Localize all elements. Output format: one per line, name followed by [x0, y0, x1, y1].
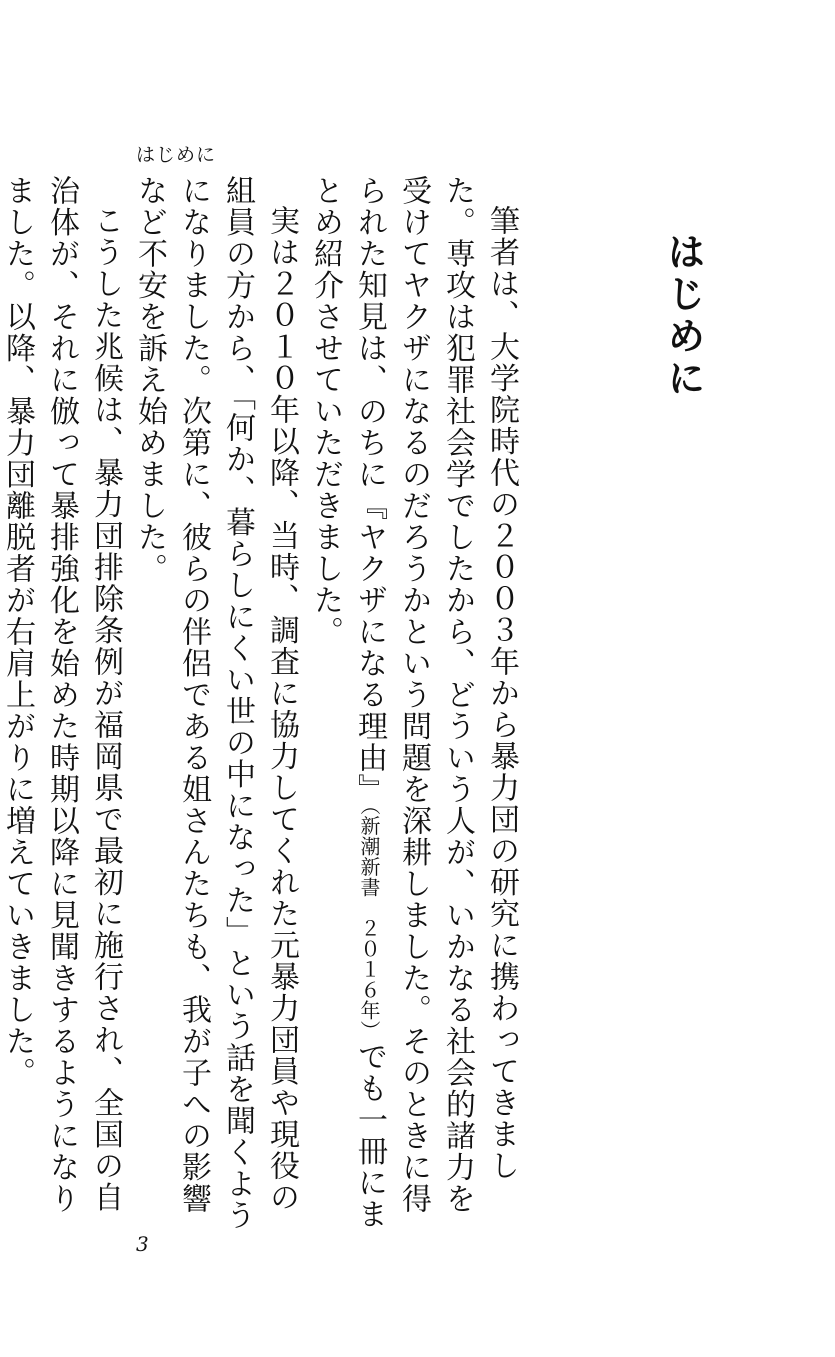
paragraph-1: [303, 175, 523, 1235]
paragraph-1-text-b: でも一冊にまとめ紹介させていただきました。: [308, 175, 387, 1230]
body-text: [0, 175, 523, 1235]
running-head: はじめに: [136, 144, 217, 166]
book-citation: （新潮新書 ２０１６年）: [357, 805, 381, 1041]
paragraph-3: こうした兆候は、暴力団排除条例が福岡県で最初に施行され、全国の自治体が、それに倣って暴排強化を始めた時期以降に見聞きするようになりました。以降、暴力団離脱者が右肩上がりに増えていきました。: [0, 175, 123, 1215]
paragraph-1-text-a: 筆者は、大学院時代の２００３年から暴力団の研究に携わってきました。専攻は犯罪社会学でしたから、どういう人が、いかなる社会的諸力を受けてヤクザになるのだろうかという問題を深耕しました。そのときに得られた知見は、のちに『ヤクザになる理由』: [352, 175, 519, 1215]
paragraph-2: 実は２０１０年以降、当時、調査に協力してくれた元暴力団員や現役の組員の方から、「何か、暮らしにくい世の中になった」という話を聞くようになりました。次第に、彼らの伴侶である姐さんたちも、我が子への影響など不安を訴え始めました。: [132, 175, 299, 1231]
page-number: 3: [136, 1232, 149, 1256]
chapter-title: はじめに: [661, 232, 706, 400]
